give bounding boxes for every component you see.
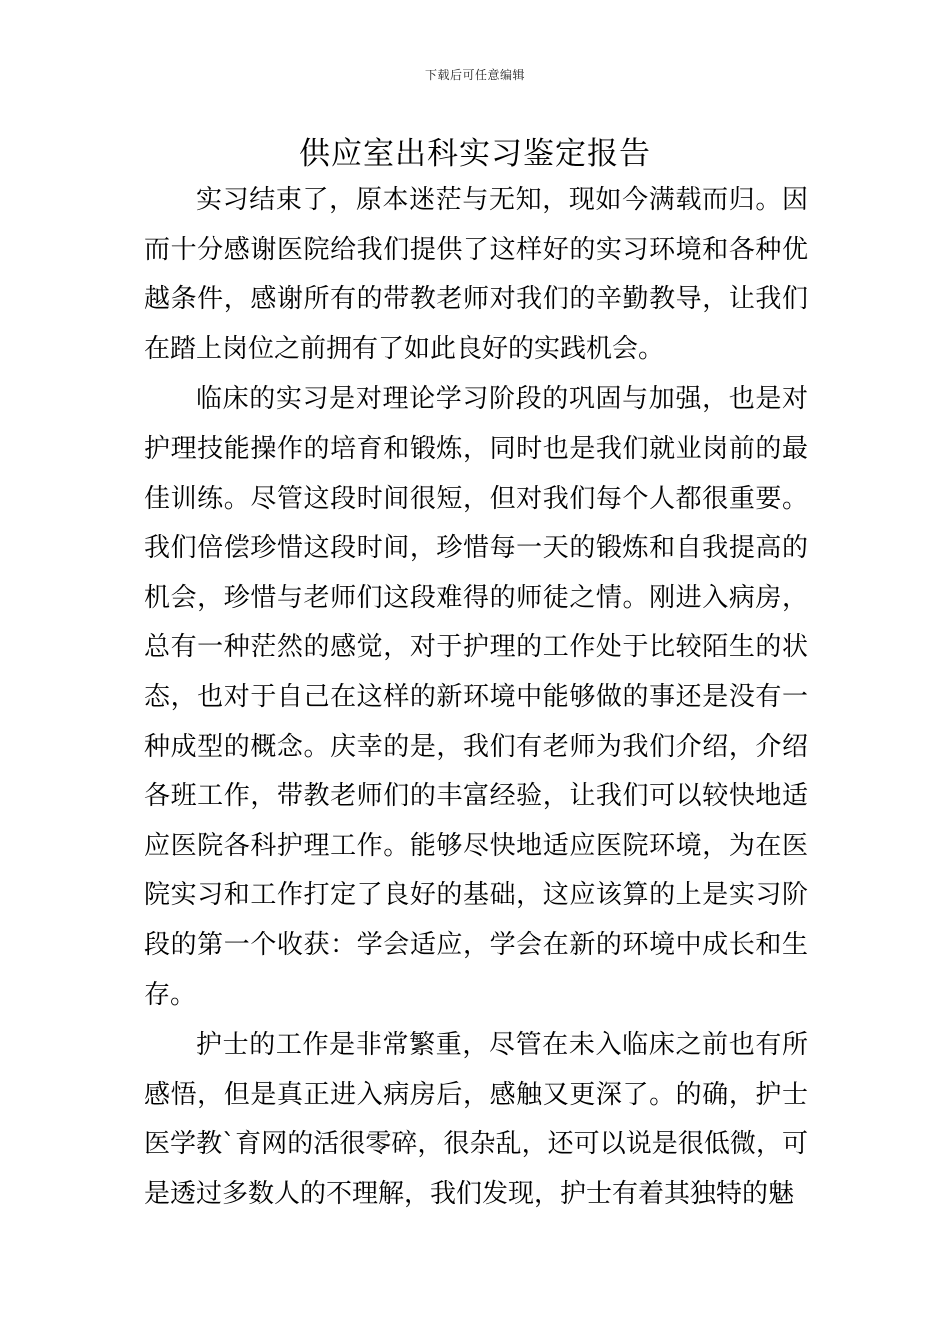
paragraph-3: 护士的工作是非常繁重，尽管在未入临床之前也有所感悟，但是真正进入病房后，感触又更深了。的确，护士医学教`育网的活很零碎，很杂乱，还可以说是很低微，可是透过多数人的不理解，我们发现，护士有着其独特的魅	[144, 1030, 808, 1209]
paragraph-1: 实习结束了，原本迷茫与无知，现如今满载而归。因而十分感谢医院给我们提供了这样好的实习环境和各种优越条件，感谢所有的带教老师对我们的辛勤教导，让我们在踏上岗位之前拥有了如此良好的实践机会。	[144, 185, 808, 364]
page-title: 供应室出科实习鉴定报告	[299, 136, 651, 172]
paragraph-2: 临床的实习是对理论学习阶段的巩固与加强，也是对护理技能操作的培育和锻炼，同时也是我们就业岗前的最佳训练。尽管这段时间很短，但对我们每个人都很重要。我们倍偿珍惜这段时间，珍惜每一天的锻炼和自我提高的机会，珍惜与老师们这段难得的师徒之情。刚进入病房，总有一种茫然的感觉，对于护理的工作处于比较陌生的状态，也对于自己在这样的新环境中能够做的事还是没有一种成型的概念。庆幸的是，我们有老师为我们介绍，介绍各班工作，带教老师们的丰富经验，让我们可以较快地适应医院各科护理工作。能够尽快地适应医院环境，为在医院实习和工作打定了良好的基础，这应该算的上是实习阶段的第一个收获：学会适应，学会在新的环境中成长和生存。	[144, 384, 808, 1010]
header-note: 下载后可任意编辑	[424, 68, 525, 82]
document-body	[144, 176, 808, 1219]
